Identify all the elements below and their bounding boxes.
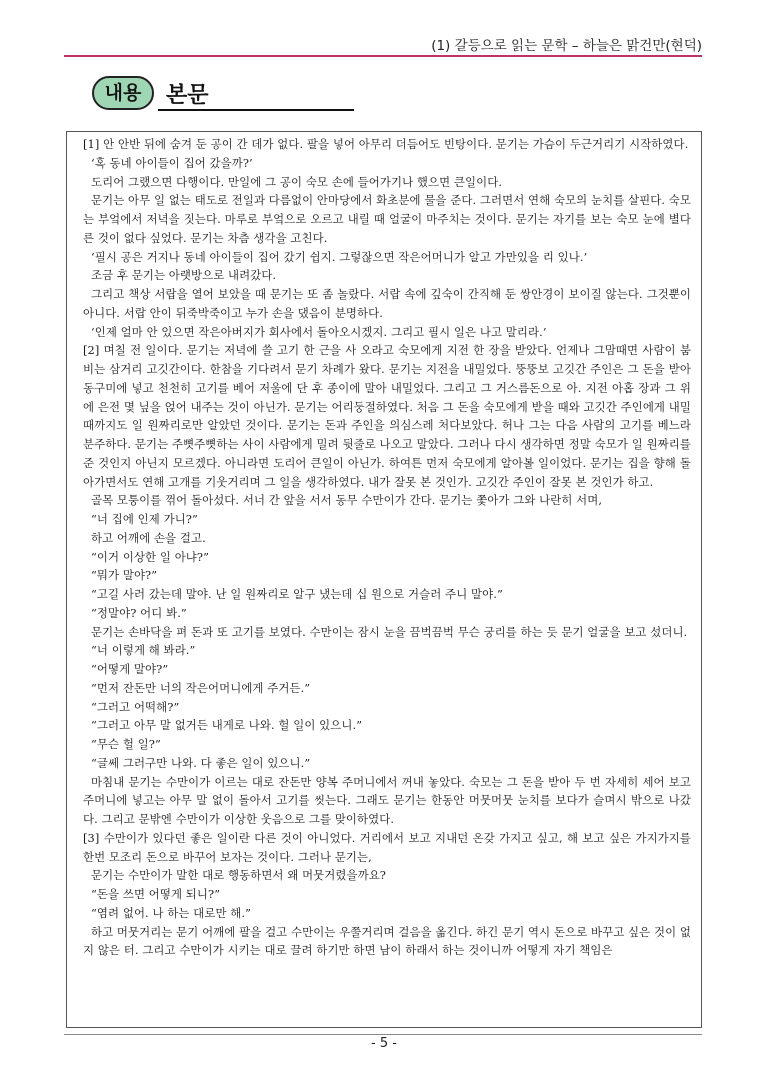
paragraph: ‘필시 공은 거지나 동네 아이들이 집어 갔기 쉽지. 그렇잖으면 작은어머니가 알고 가만있을 리 있나.’ [91,249,588,264]
section-badge: 내용 [92,76,154,110]
paragraph: [3] 수만이가 있다던 좋은 일이란 다른 것이 아니었다. 거리에서 보고 지내던 온갖 가지고 싶고, 해 보고 싶은 가지가지를 한번 모조리 돈으로 바꾸어 보자는 것이다. 그러나 문기는, [83,830,691,864]
dialogue-line: “염려 없어. 나 하는 대로만 해.” [91,905,252,920]
paragraph: 그리고 책상 서랍을 열어 보았을 때 문기는 또 좀 놀랐다. 서랍 속에 깊숙이 간직해 둔 쌍안경이 보이질 않는다. 그것뿐이 아니다. 서랍 안이 뒤죽박죽이고 누가 손을 댔음이 분명하다. [83,287,691,320]
paragraph: 문기는 손바닥을 펴 돈과 또 고기를 보였다. 수만이는 잠시 눈을 끔벅끔벅 무슨 궁리를 하는 듯 문기 얼굴을 보고 섰더니. [91,624,688,639]
paragraph: [1] 안 안반 뒤에 숨겨 둔 공이 간 데가 없다. 팔을 넣어 아무리 더듬어도 빈탕이다. 문기는 가슴이 두근거리기 시작하였다. [83,137,689,151]
paragraph: [2] 며칠 전 일이다. 문기는 저녁에 쓸 고기 한 근을 사 오라고 숙모에게 지전 한 장을 받았다. 언제나 그맘때면 사람이 붐비는 삼거리 고깃간이다. 한참을 기다려서 문기 차례가 왔다. 문기는 지전을 내밀었다. 뚱뚱보 고깃간 주인은 그 돈을 받아 동구미에 넣고 천천히 고기를 베어 저울에 단 후 종이에 말아 내밀었다. 그리고 그 거스름돈으로 아. 지전 아홉 장과 그 위에 은전 몇 닢을 얹어 내주는 것이 아닌가. 문기는 어리둥절하였다. 처음 그 돈을 숙모에게 받을 때와 고깃간 주인에게 내밀 때까지도 일 원짜리로만 알았던 것이다. 문기는 돈과 주인을 의심스레 처다보았다. 허나 그는 다음 사람의 고기를 베느라 분주하다. 문기는 주뼛주뼛하는 사이 사람에게 밀려 뒷줄로 나오고 말았다. 그러나 다시 생각하면 정말 숙모가 일 원짜리를 준 것인지 아닌지 모르겠다. 아니라면 도리어 큰일이 아닌가. 하여튼 먼저 숙모에게 알아볼 일이었다. 문기는 집을 향해 돌아가면서도 연해 고개를 기웃거리며 그 일을 생각하였다. 내가 잘못 본 것인가. 고깃간 주인이 잘못 본 것인가 하고. [83,343,691,489]
paragraph: 도리어 그랬으면 다행이다. 만일에 그 공이 숙모 손에 들어가기나 했으면 큰일이다. [91,174,503,189]
question-line: 문기는 수만이가 말한 대로 행동하면서 왜 머뭇거렸을까요? [91,868,387,883]
paragraph: ‘인제 얼마 안 있으면 작은아버지가 회사에서 돌아오시겠지. 그리고 필시 일은 나고 말리라.’ [91,324,547,339]
dialogue-line: “너 이렇게 해 봐라.” [91,643,196,658]
section-title [92,74,354,112]
paragraph: 문기는 아무 일 없는 태도로 전일과 다름없이 안마당에서 화초분에 물을 준다. 그러면서 연해 숙모의 눈치를 살핀다. 숙모는 부엌에서 저녁을 짓는다. 마루로 부엌으로 오르고 내릴 때 얼굴이 마주치는 것이다. 문기는 자기를 보는 숙모 눈에 별다른 것이 없다 싶었다. 문기는 차츰 생각을 고친다. [83,193,691,245]
paragraph: 하고 머뭇거리는 문기 어깨에 팔을 걸고 수만이는 우쭐거리며 걸음을 옮긴다. 하긴 문기 역시 돈으로 바꾸고 싶은 것이 없지 않은 터. 그리고 수만이가 시키는 대로 끌려 하기만 하면 남이 하래서 하는 것이니까 어떻게 자기 책임은 [83,924,691,958]
dialogue-line: “정말야? 어디 봐.” [91,605,187,620]
dialogue-line: “글쎄 그러구만 나와. 다 좋은 일이 있으니.” [91,755,311,770]
dialogue-line: “그러고 아무 말 없거든 내게로 나와. 헐 일이 있으니.” [91,718,363,733]
paragraph: 하고 어깨에 손을 걸고. [91,530,206,545]
title-underline [158,109,354,111]
dialogue-line: “먼저 잔돈만 너의 작은어머니에게 주거든.” [91,680,311,695]
dialogue-line: “돈을 쓰면 어떻게 되니?” [91,887,221,901]
dialogue-line: “너 집에 인제 가니?” [91,512,198,526]
paragraph: ‘혹 동네 아이들이 집어 갔을까?’ [91,155,253,170]
paragraph: 조금 후 문기는 아랫방으로 내려갔다. [91,268,277,283]
text-box [66,131,702,1028]
paragraph: 골목 모퉁이를 꺾어 돌아섰다. 서너 간 앞을 서서 동무 수만이가 간다. 문기는 쫓아가 그와 나란히 서며, [91,493,603,508]
dialogue-line: “어떻게 말야?” [91,662,169,676]
paragraph: 마침내 문기는 수만이가 이르는 대로 잔돈만 양복 주머니에서 꺼내 놓았다. 숙모는 그 돈을 받아 두 번 자세히 세어 보고 주머니에 넣고는 아무 말 없이 돌아서 고기를 씻는다. 그래도 문기는 한동안 머뭇머뭇 눈치를 보다가 슬며시 밖으로 나갔다. 그리고 문밖엔 수만이가 이상한 웃음으로 그를 맞이하였다. [83,774,691,826]
section-heading: 본문 [166,83,209,108]
dialogue-line: “고길 사러 갔는데 말야. 난 일 원짜리로 알구 냈는데 십 원으로 거슬러 주니 말야.” [91,587,503,601]
page-number: - 5 - [371,1036,397,1051]
dialogue-line: “무슨 헐 일?” [91,737,161,751]
dialogue-line: “이거 이상한 일 아냐?” [91,549,210,564]
dialogue-line: “뭐가 말야?” [91,568,158,583]
header-rule [64,55,702,57]
footer-rule [64,1034,702,1035]
running-header: (1) 갈등으로 읽는 문학 – 하늘은 맑건만(현덕) [431,38,702,54]
dialogue-line: “그러고 어떡해?” [91,699,180,714]
